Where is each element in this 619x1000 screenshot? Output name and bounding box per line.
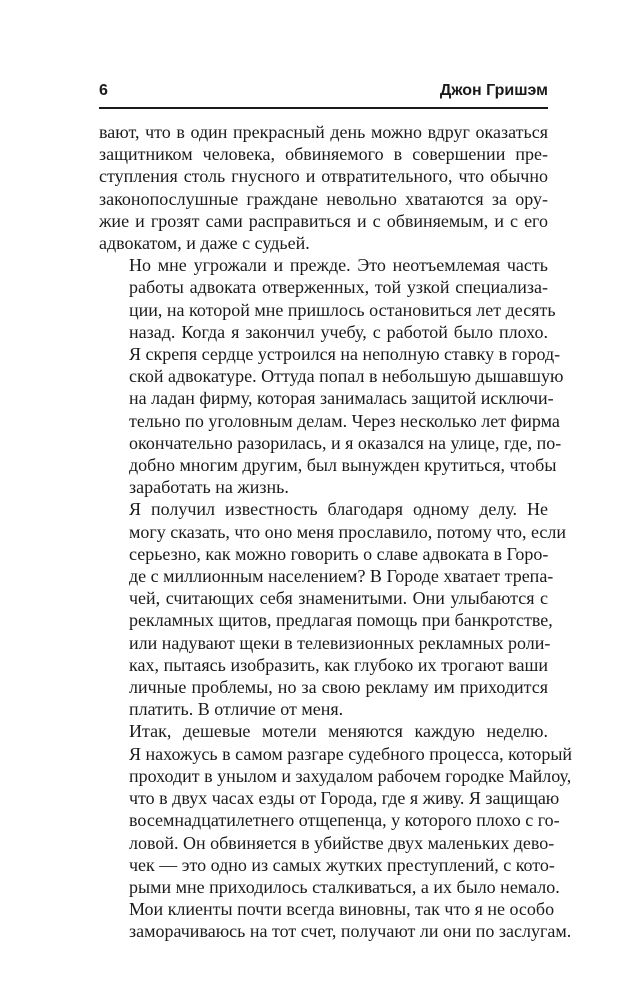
text-line: Я нахожусь в самом разгаре судебного процесса, который: [129, 743, 573, 764]
text-line: ской адвокатуре. Оттуда попал в небольшую дышавшую: [129, 366, 564, 387]
text-line: платить. В отличие от меня.: [129, 699, 344, 720]
header-rule: [99, 107, 548, 109]
text-line: законопослушные граждане невольно хватаются за ору-: [99, 188, 548, 209]
text-line: что в двух часах езды от Города, где я живу. Я защищаю: [129, 788, 560, 809]
text-line: рекламных щитов, предлагая помощь при банкротстве,: [129, 610, 553, 631]
page-number: 6: [99, 82, 108, 99]
text-line: защитником человека, обвиняемого в совершении пре-: [99, 144, 548, 165]
text-line: личные проблемы, но за свою рекламу им приходится: [129, 677, 548, 698]
page-header: [99, 80, 548, 106]
running-head: Джон Гришэм: [439, 82, 548, 99]
text-line: Я получил известность благодаря одному делу. Не: [129, 499, 548, 520]
paragraph: [99, 254, 564, 498]
text-line: ловой. Он обвиняется в убийстве двух маленьких дево-: [129, 832, 555, 853]
text-line: заморачиваюсь на тот счет, получают ли они по заслугам.: [129, 921, 572, 942]
paragraph: [99, 121, 548, 254]
text-line: назад. Когда я закончил учебу, с работой было плохо.: [129, 321, 548, 342]
text-line: Но мне угрожали и прежде. Это неотъемлемая часть: [129, 255, 548, 276]
text-line: ции, на которой мне пришлось остановиться лет десять: [129, 299, 556, 320]
text-line: могу сказать, что оно меня прославило, потому что, если: [129, 521, 566, 542]
text-line: ках, пытаясь изобразить, как глубоко их трогают ваши: [129, 654, 548, 675]
text-line: добно многим другим, был вынужден крутиться, чтобы: [129, 455, 557, 476]
text-line: или надувают щеки в телевизионных рекламных роли-: [129, 632, 551, 653]
text-line: Мои клиенты почти всегда виновны, так что я не особо: [129, 899, 555, 920]
text-line: Итак, дешевые мотели меняются каждую неделю.: [129, 721, 548, 742]
text-line: жие и грозят сами расправиться и с обвиняемым, и с его: [99, 210, 548, 231]
text-line: тельно по уголовным делам. Через несколько лет фирма: [129, 410, 560, 431]
text-line: на ладан фирму, которая занималась защитой исключи-: [129, 388, 554, 409]
text-line: адвокатом, и даже с судьей.: [99, 233, 310, 254]
text-line: работы адвоката отверженных, той узкой специализа-: [129, 277, 548, 298]
text-line: Я скрепя сердце устроился на неполную ставку в город-: [129, 344, 561, 365]
text-line: ступления столь гнусного и отвратительного, что обычно: [99, 166, 548, 187]
text-line: проходит в унылом и захудалом рабочем городке Майлоу,: [129, 765, 572, 786]
body-text: [99, 121, 573, 943]
text-line: восемнадцатилетнего отщепенца, у которого плохо с го-: [129, 810, 560, 831]
text-line: чей, считающих себя знаменитыми. Они улыбаются с: [129, 588, 548, 609]
text-line: окончательно разорилась, и я оказался на улице, где, по-: [129, 432, 562, 453]
text-line: де с миллионным населением? В Городе хватает трепа-: [129, 566, 554, 587]
text-line: серьезно, как можно говорить о славе адвоката в Горо-: [129, 543, 549, 564]
text-line: вают, что в один прекрасный день можно вдруг оказаться: [99, 122, 548, 142]
text-line: заработать на жизнь.: [129, 477, 289, 498]
paragraph: [99, 498, 566, 720]
text-line: рыми мне приходилось сталкиваться, а их было немало.: [129, 876, 560, 897]
text-line: чек — это одно из самых жутких преступлений, с кото-: [129, 854, 555, 875]
paragraph: [99, 720, 573, 942]
